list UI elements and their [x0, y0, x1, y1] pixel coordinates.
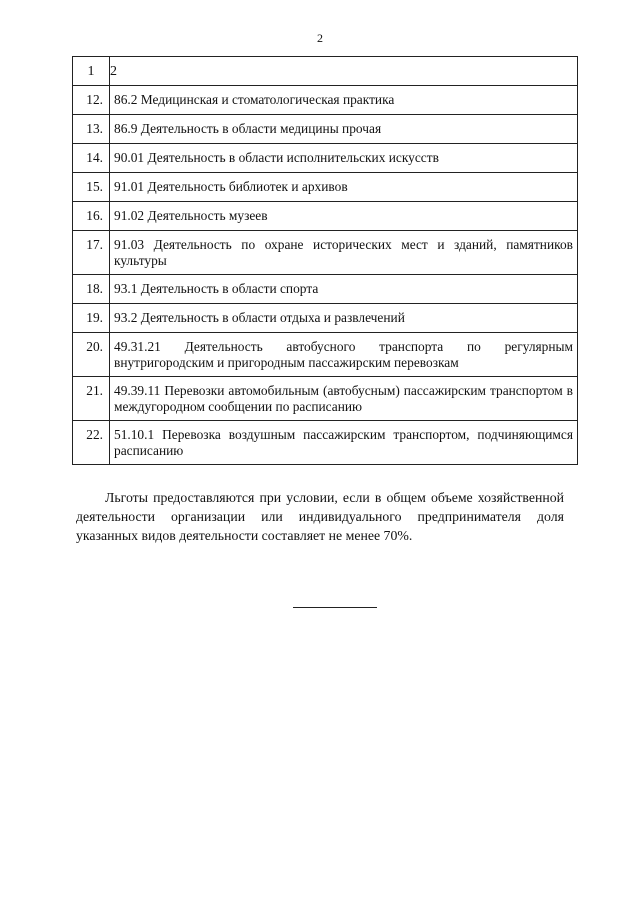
row-number: 14. [73, 144, 110, 173]
header-column-number: 1 [73, 57, 110, 86]
row-activity: 93.1 Деятельность в области спорта [110, 275, 578, 304]
table-row [73, 115, 578, 144]
row-number: 18. [73, 275, 110, 304]
table-row [73, 421, 578, 465]
row-activity: 90.01 Деятельность в области исполнительских искусств [110, 144, 578, 173]
row-number: 21. [73, 377, 110, 421]
table-row [73, 86, 578, 115]
row-number: 20. [73, 333, 110, 377]
table-row [73, 377, 578, 421]
row-number: 13. [73, 115, 110, 144]
table-row [73, 144, 578, 173]
table-row [73, 202, 578, 231]
table-row [73, 275, 578, 304]
page-number: 2 [317, 31, 323, 45]
row-activity: 86.9 Деятельность в области медицины прочая [110, 115, 578, 144]
end-of-document-rule [293, 607, 377, 608]
row-activity: 51.10.1 Перевозка воздушным пассажирским транспортом, подчиняющимся расписанию [110, 421, 578, 465]
row-activity: 49.39.11 Перевозки автомобильным (автобусным) пассажирским транспортом в междугородном сообщении по расписанию [110, 377, 578, 421]
row-number: 15. [73, 173, 110, 202]
row-number: 19. [73, 304, 110, 333]
table-row [73, 173, 578, 202]
row-number: 22. [73, 421, 110, 465]
table-row [73, 231, 578, 275]
row-number: 16. [73, 202, 110, 231]
activities-table [72, 56, 578, 465]
row-activity: 93.2 Деятельность в области отдыха и развлечений [110, 304, 578, 333]
row-number: 17. [73, 231, 110, 275]
row-number: 12. [73, 86, 110, 115]
row-activity: 91.02 Деятельность музеев [110, 202, 578, 231]
row-activity: 86.2 Медицинская и стоматологическая практика [110, 86, 578, 115]
row-activity: 91.01 Деятельность библиотек и архивов [110, 173, 578, 202]
row-activity: 49.31.21 Деятельность автобусного транспорта по регулярным внутригородским и пригородным пассажирским перевозкам [110, 333, 578, 377]
conditions-paragraph: Льготы предоставляются при условии, если в общем объеме хозяйственной деятельности организации или индивидуального предпринимателя доля указанных видов деятельности составляет не менее 70%. [76, 490, 564, 543]
table-header-row [73, 57, 578, 86]
table-row [73, 304, 578, 333]
row-activity: 91.03 Деятельность по охране исторических мест и зданий, памятников культуры [110, 231, 578, 275]
table-row [73, 333, 578, 377]
header-column-activity: 2 [110, 57, 578, 86]
